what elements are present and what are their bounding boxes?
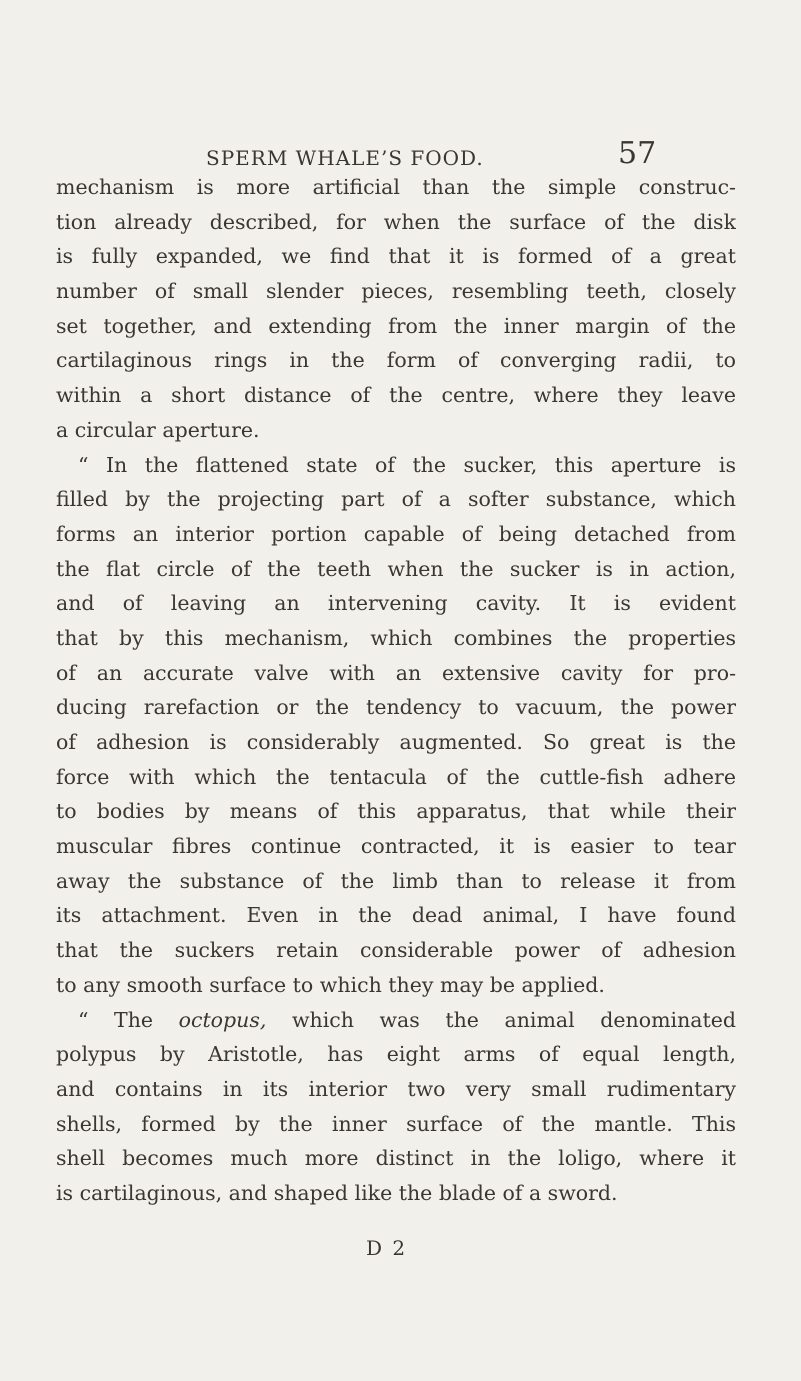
text-line: of adhesion is considerably augmented. So great is the [56, 730, 736, 754]
text-line: is fully expanded, we find that it is formed of a great [56, 244, 736, 269]
body-text [56, 170, 736, 1211]
text-line: away the substance of the limb than to release it from [56, 868, 736, 893]
text-line: shells, formed by the inner surface of the mantle. This [56, 1111, 736, 1136]
italic-term: octopus, [178, 1007, 267, 1032]
text-line: the flat circle of the teeth when the sucker is in action, [56, 556, 736, 581]
text-line: a circular aperture. [56, 417, 260, 442]
text-line: muscular fibres continue contracted, it is easier to tear [56, 834, 736, 859]
text-line: filled by the projecting part of a softer substance, which [56, 487, 736, 512]
text-line: is cartilaginous, and shaped like the blade of a sword. [56, 1180, 618, 1205]
page-number: 57 [618, 136, 657, 171]
text-line: force with which the tentacula of the cuttle-fish adhere [56, 764, 736, 789]
text-run: which was the animal denominated [266, 1007, 736, 1032]
text-line: tion already described, for when the surface of the disk [56, 209, 736, 234]
text-line: “ In the flattened state of the sucker, this aperture is [78, 452, 736, 477]
text-line: to bodies by means of this apparatus, that while their [56, 799, 736, 824]
text-line: of an accurate valve with an extensive cavity for pro- [56, 660, 736, 685]
text-line: mechanism is more artificial than the simple construc- [56, 175, 736, 199]
text-line [56, 1003, 736, 1038]
text-line: ducing rarefaction or the tendency to vacuum, the power [56, 695, 736, 720]
text-line: polypus by Aristotle, has eight arms of equal length, [56, 1042, 736, 1067]
text-line: within a short distance of the centre, where they leave [56, 383, 736, 408]
signature-mark: D 2 [366, 1236, 408, 1260]
text-line: number of small slender pieces, resembling teeth, closely [56, 279, 736, 304]
text-line: its attachment. Even in the dead animal, I have found [56, 903, 736, 928]
text-line: shell becomes much more distinct in the loligo, where it [56, 1146, 736, 1171]
text-line: set together, and extending from the inner margin of the [56, 313, 736, 338]
text-line: forms an interior portion capable of being detached from [56, 521, 736, 546]
text-line: that by this mechanism, which combines the properties [56, 625, 736, 650]
text-line: that the suckers retain considerable power of adhesion [56, 938, 736, 963]
text-line: cartilaginous rings in the form of converging radii, to [56, 348, 736, 373]
text-line: to any smooth surface to which they may be applied. [56, 972, 605, 997]
text-run: “ The [78, 1007, 179, 1032]
running-title: SPERM WHALE’S FOOD. [206, 146, 484, 170]
text-line: and of leaving an intervening cavity. It is evident [56, 591, 736, 616]
text-line: and contains in its interior two very small rudimentary [56, 1076, 736, 1101]
